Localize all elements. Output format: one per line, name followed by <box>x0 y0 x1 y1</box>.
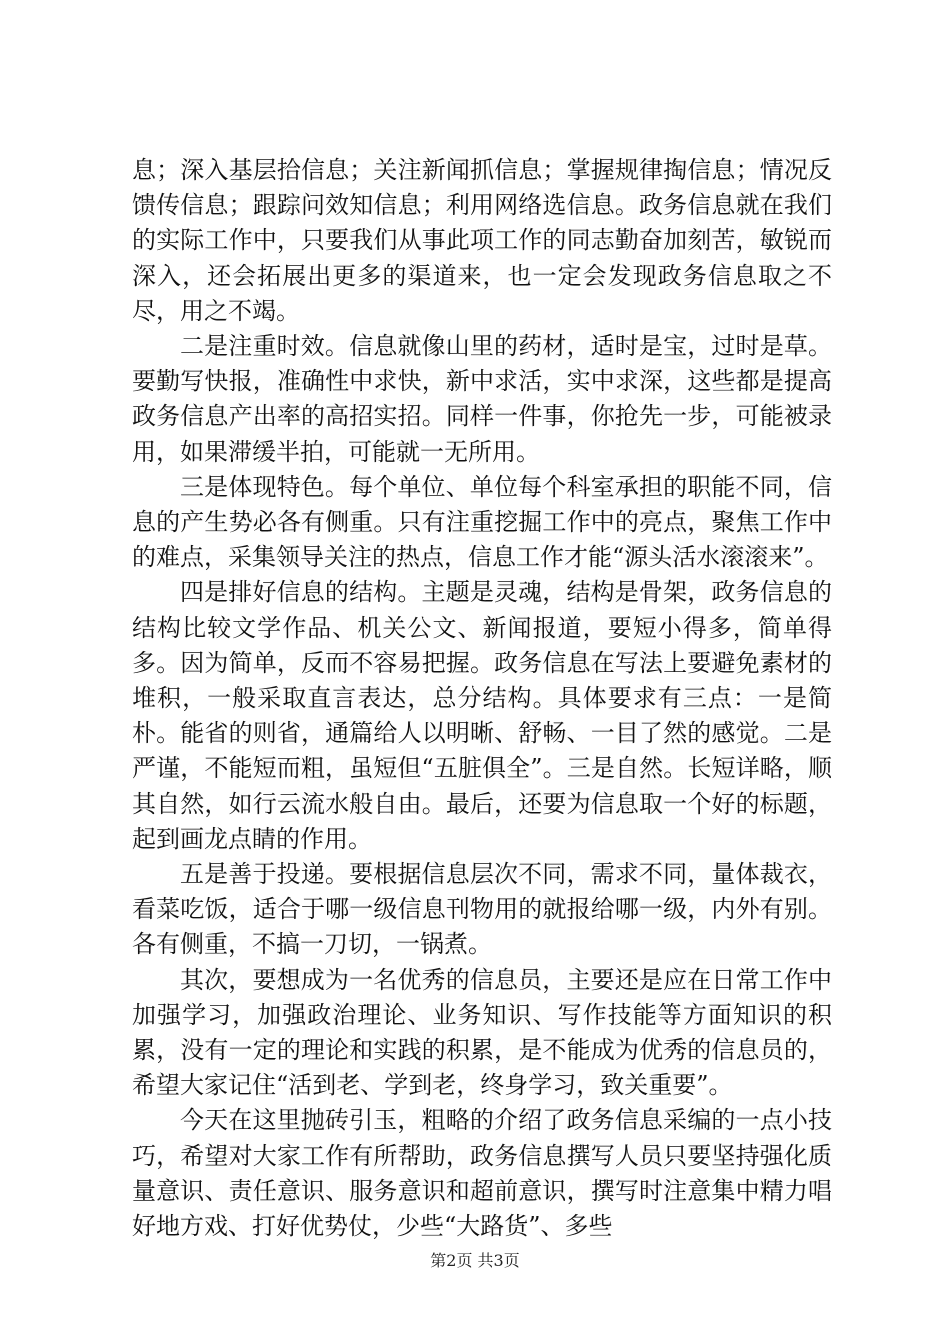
paragraph-learning: 其次，要想成为一名优秀的信息员，主要还是应在日常工作中加强学习，加强政治理论、业务知识、写作技能等方面知识的积累，没有一定的理论和实践的积累，是不能成为优秀的信息员的，希望大家记住“活到老、学到老，终身学习，致关重要”。 <box>132 965 832 1100</box>
paragraph-continued: 息；深入基层拾信息；关注新闻抓信息；掌握规律掏信息；情况反馈传信息；跟踪问效知信息；利用网络选信息。政务信息就在我们的实际工作中，只要我们从事此项工作的同志勤奋加刻苦，敏锐而深入，还会拓展出更多的渠道来，也一定会发现政务信息取之不尽，用之不竭。 <box>132 156 832 325</box>
body-text <box>132 153 832 1244</box>
paragraph-closing: 今天在这里抛砖引玉，粗略的介绍了政务信息采编的一点小技巧，希望对大家工作有所帮助，政务信息撰写人员只要坚持强化质量意识、责任意识、服务意识和超前意识，撰写时注意集中精力唱好地方戏、打好优势仗，少些“大路货”、多些 <box>132 1106 832 1241</box>
paragraph-timeliness: 二是注重时效。信息就像山里的药材，适时是宝，过时是草。要勤写快报，准确性中求快，新中求活，实中求深，这些都是提高政务信息产出率的高招实招。同样一件事，你抢先一步，可能被录用，如果滞缓半拍，可能就一无所用。 <box>132 332 832 466</box>
page-footer: 第2页 共3页 <box>430 1251 520 1270</box>
paragraph-structure: 四是排好信息的结构。主题是灵魂，结构是骨架，政务信息的结构比较文学作品、机关公文、新闻报道，要短小得多，简单得多。因为简单，反而不容易把握。政务信息在写法上要避免素材的堆积，一般采取直言表达，总分结构。具体要求有三点：一是简朴。能省的则省，通篇给人以明晰、舒畅、一目了然的感觉。二是严谨，不能短而粗，虽短但“五脏俱全”。三是自然。长短详略，顺其自然，如行云流水般自由。最后，还要为信息取一个好的标题，起到画龙点睛的作用。 <box>132 578 832 853</box>
paragraph-delivery: 五是善于投递。要根据信息层次不同，需求不同，量体裁衣，看菜吃饭，适合于哪一级信息刊物用的就报给哪一级，内外有别。各有侧重，不搞一刀切，一锅煮。 <box>132 860 832 959</box>
paragraph-features: 三是体现特色。每个单位、单位每个科室承担的职能不同，信息的产生势必各有侧重。只有注重挖掘工作中的亮点，聚焦工作中的难点，采集领导关注的热点，信息工作才能“源头活水滚滚来”。 <box>132 472 832 572</box>
